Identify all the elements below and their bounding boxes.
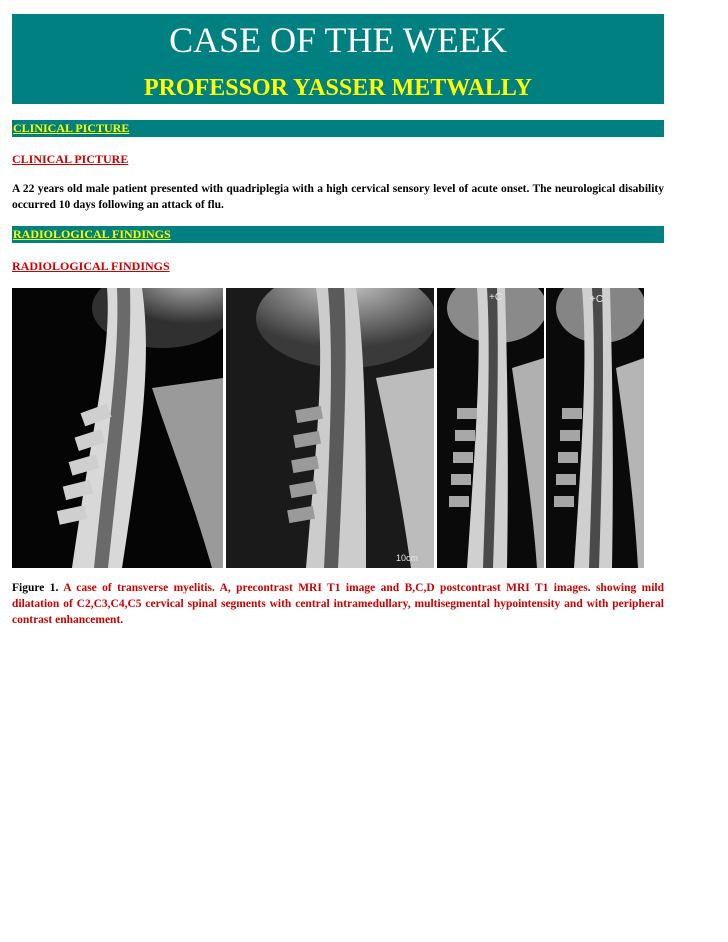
section-bar-clinical [12, 120, 664, 137]
section-bar-radiology [12, 226, 664, 243]
author-name: PROFESSOR YASSER METWALLY [143, 75, 533, 101]
mri-image-b [226, 288, 434, 568]
mri-image-d [546, 288, 644, 568]
clinical-description: A 22 years old male patient presented with quadriplegia with a high cervical sensory level of acute onset. The neurological disability occurred 10 days following an attack of flu. [12, 183, 664, 211]
mri-image-b-drawing [226, 288, 434, 568]
scale-label: 10cm [396, 553, 419, 563]
mri-image-a-drawing [12, 288, 223, 568]
contrast-label-d: +C [590, 294, 604, 305]
radiological-findings-heading[interactable]: RADIOLOGICAL FINDINGS [12, 259, 170, 273]
figure-caption-text: A case of transverse myelitis. A, precontrast MRI T1 image and B,C,D postcontrast MRI T1 images. showing mild dilatation of C2,C3,C4,C5 cervical spinal segments with central intramedullary, multisegmental hypointensity and with peripheral contrast enhancement. [12, 582, 664, 626]
page-title: CASE OF THE WEEK [169, 20, 507, 60]
page-banner [12, 14, 664, 104]
mri-image-c-drawing [437, 288, 544, 568]
clinical-picture-link[interactable]: CLINICAL PICTURE [13, 121, 130, 135]
mri-image-a [12, 288, 223, 568]
clinical-picture-heading[interactable]: CLINICAL PICTURE [12, 152, 129, 166]
mri-image-c [437, 288, 544, 568]
radiological-findings-link[interactable]: RADIOLOGICAL FINDINGS [13, 227, 171, 241]
figure-caption [12, 580, 664, 628]
contrast-label-c: +C [489, 292, 503, 303]
mri-image-d-drawing [546, 288, 644, 568]
figure-label: Figure 1. [12, 582, 59, 594]
